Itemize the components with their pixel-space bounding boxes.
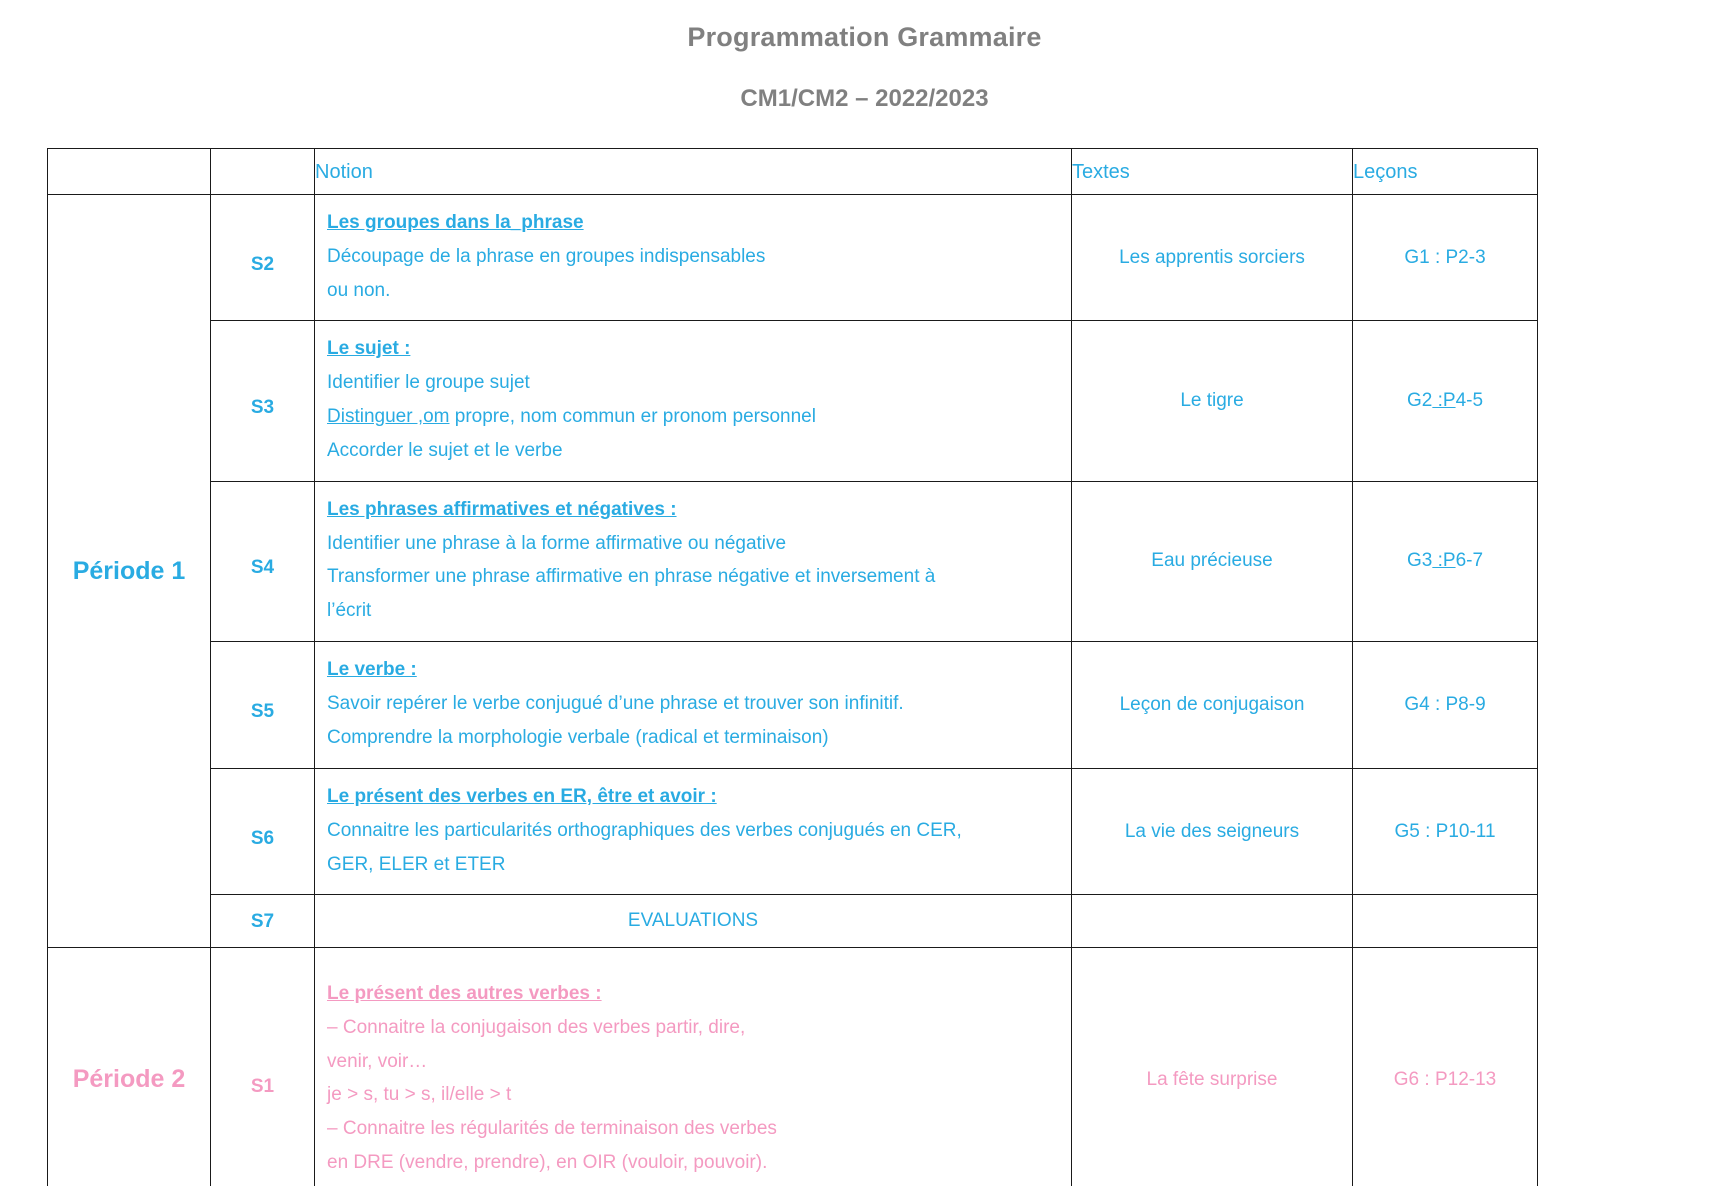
week-label: S5 — [250, 701, 275, 723]
week-cell — [211, 641, 315, 768]
textes-cell — [1072, 195, 1353, 321]
lecons-prefix: G3 — [1406, 550, 1433, 572]
table-row — [48, 195, 1538, 321]
notion-cell — [315, 481, 1072, 641]
table-row — [48, 641, 1538, 768]
lecons-label — [1407, 390, 1483, 411]
week-cell — [211, 895, 315, 948]
notion-heading: Le présent des verbes en ER, être et avoir : — [327, 785, 717, 807]
table-row-evaluations — [48, 895, 1538, 948]
notion-cell — [315, 768, 1072, 894]
notion-line: l’écrit — [327, 600, 372, 622]
lecons-prefix: G2 — [1406, 390, 1433, 412]
period-cell-2 — [48, 948, 211, 1186]
week-label: S6 — [250, 827, 275, 849]
lecons-cell — [1353, 321, 1538, 481]
lecons-underlined-fragment: :P — [1432, 390, 1456, 412]
notion-line: Comprendre la morphologie verbale (radical et terminaison) — [327, 726, 829, 748]
textes-cell — [1072, 895, 1353, 948]
lecons-cell — [1353, 948, 1538, 1186]
notion-line: je > s, tu > s, il/elle > t — [327, 1084, 512, 1106]
page-subtitle: CM1/CM2 – 2022/2023 — [740, 85, 989, 113]
notion-line: Connaitre les particularités orthographiques des verbes conjugués en CER, — [327, 819, 962, 841]
week-label: S2 — [250, 253, 275, 275]
week-label: S3 — [250, 397, 275, 419]
evaluations-label: EVALUATIONS — [627, 909, 759, 931]
notion-line: venir, voir… — [327, 1050, 428, 1072]
header-cell-lecons — [1353, 149, 1538, 195]
notion-cell — [315, 321, 1072, 481]
week-cell — [211, 321, 315, 481]
notion-line: en DRE (vendre, prendre), en OIR (vouloir, pouvoir). — [327, 1152, 768, 1173]
textes-cell — [1072, 768, 1353, 894]
notion-cell — [315, 948, 1072, 1186]
textes-label: La vie des seigneurs — [1124, 820, 1300, 842]
header-label-notion: Notion — [315, 160, 373, 183]
header-cell-semaine — [211, 149, 315, 195]
period-label: Période 1 — [72, 557, 186, 586]
lecons-suffix: 6-7 — [1455, 550, 1484, 572]
textes-label: Le tigre — [1180, 390, 1244, 412]
notion-heading: Les groupes dans la_phrase — [327, 212, 584, 233]
evaluations-cell — [315, 895, 1072, 948]
week-label: S1 — [250, 1075, 275, 1097]
notion-heading: Le sujet : — [327, 338, 411, 360]
notion-heading: Le présent des autres verbes : — [327, 982, 602, 1004]
header-label-lecons: Leçons — [1353, 160, 1418, 183]
week-cell — [211, 481, 315, 641]
textes-cell — [1072, 641, 1353, 768]
notion-line: ou non. — [327, 279, 391, 301]
textes-cell — [1072, 481, 1353, 641]
table-row — [48, 481, 1538, 641]
notion-heading: Le verbe : — [327, 659, 417, 681]
table-row — [48, 321, 1538, 481]
textes-label: Leçon de conjugaison — [1119, 694, 1305, 716]
notion-line-distinguer — [327, 400, 1057, 434]
notion-underlined-fragment: Distinguer ,om — [327, 406, 450, 428]
header-cell-notion — [315, 149, 1072, 195]
notion-heading: Les phrases affirmatives et négatives : — [327, 498, 677, 520]
week-cell — [211, 948, 315, 1186]
header-label-textes: Textes — [1072, 160, 1130, 183]
notion-line: Identifier une phrase à la forme affirmative ou négative — [327, 532, 787, 554]
period-cell-1 — [48, 195, 211, 948]
textes-cell — [1072, 948, 1353, 1186]
notion-line: Identifier le groupe sujet — [327, 372, 530, 394]
lecons-label: G6 : P12-13 — [1393, 1068, 1497, 1090]
notion-line: – Connaitre les régularités de terminaison des verbes — [327, 1118, 777, 1140]
week-label: S7 — [250, 910, 275, 932]
lecons-underlined-fragment: :P — [1432, 550, 1456, 572]
notion-line: Savoir repérer le verbe conjugué d’une phrase et trouver son infinitif. — [327, 693, 904, 715]
lecons-cell — [1353, 895, 1538, 948]
notion-cell — [315, 195, 1072, 321]
programmation-table — [47, 148, 1538, 1186]
lecons-label: G1 : P2-3 — [1404, 246, 1486, 268]
textes-label: Eau précieuse — [1151, 550, 1273, 572]
notion-line: Découpage de la phrase en groupes indispensables — [327, 245, 766, 267]
header-cell-periode — [48, 149, 211, 195]
notion-line: Accorder le sujet et le verbe — [327, 439, 563, 461]
header-cell-textes — [1072, 149, 1353, 195]
table-header-row — [48, 149, 1538, 195]
programmation-table-wrapper — [47, 148, 1537, 1186]
page-title: Programmation Grammaire — [687, 22, 1042, 52]
lecons-cell — [1353, 481, 1538, 641]
week-cell — [211, 768, 315, 894]
lecons-label — [1407, 550, 1483, 571]
textes-label: Les apprentis sorciers — [1119, 246, 1305, 268]
table-row — [48, 948, 1538, 1186]
lecons-cell — [1353, 641, 1538, 768]
period-label: Période 2 — [72, 1065, 186, 1094]
lecons-suffix: 4-5 — [1455, 390, 1484, 412]
lecons-label: G5 : P10-11 — [1394, 820, 1496, 842]
lecons-cell — [1353, 768, 1538, 894]
textes-cell — [1072, 321, 1353, 481]
notion-line-rest: propre, nom commun er pronom personnel — [449, 406, 816, 428]
week-label: S4 — [250, 557, 275, 579]
textes-label: La fête surprise — [1146, 1068, 1278, 1090]
lecons-cell — [1353, 195, 1538, 321]
notion-line: – Connaitre la conjugaison des verbes partir, dire, — [327, 1016, 746, 1038]
title-block — [0, 0, 1729, 113]
notion-line: Transformer une phrase affirmative en phrase négative et inversement à — [327, 566, 936, 588]
notion-cell — [315, 641, 1072, 768]
lecons-label: G4 : P8-9 — [1404, 694, 1486, 716]
week-cell — [211, 195, 315, 321]
table-row — [48, 768, 1538, 894]
notion-line: GER, ELER et ETER — [327, 853, 506, 875]
